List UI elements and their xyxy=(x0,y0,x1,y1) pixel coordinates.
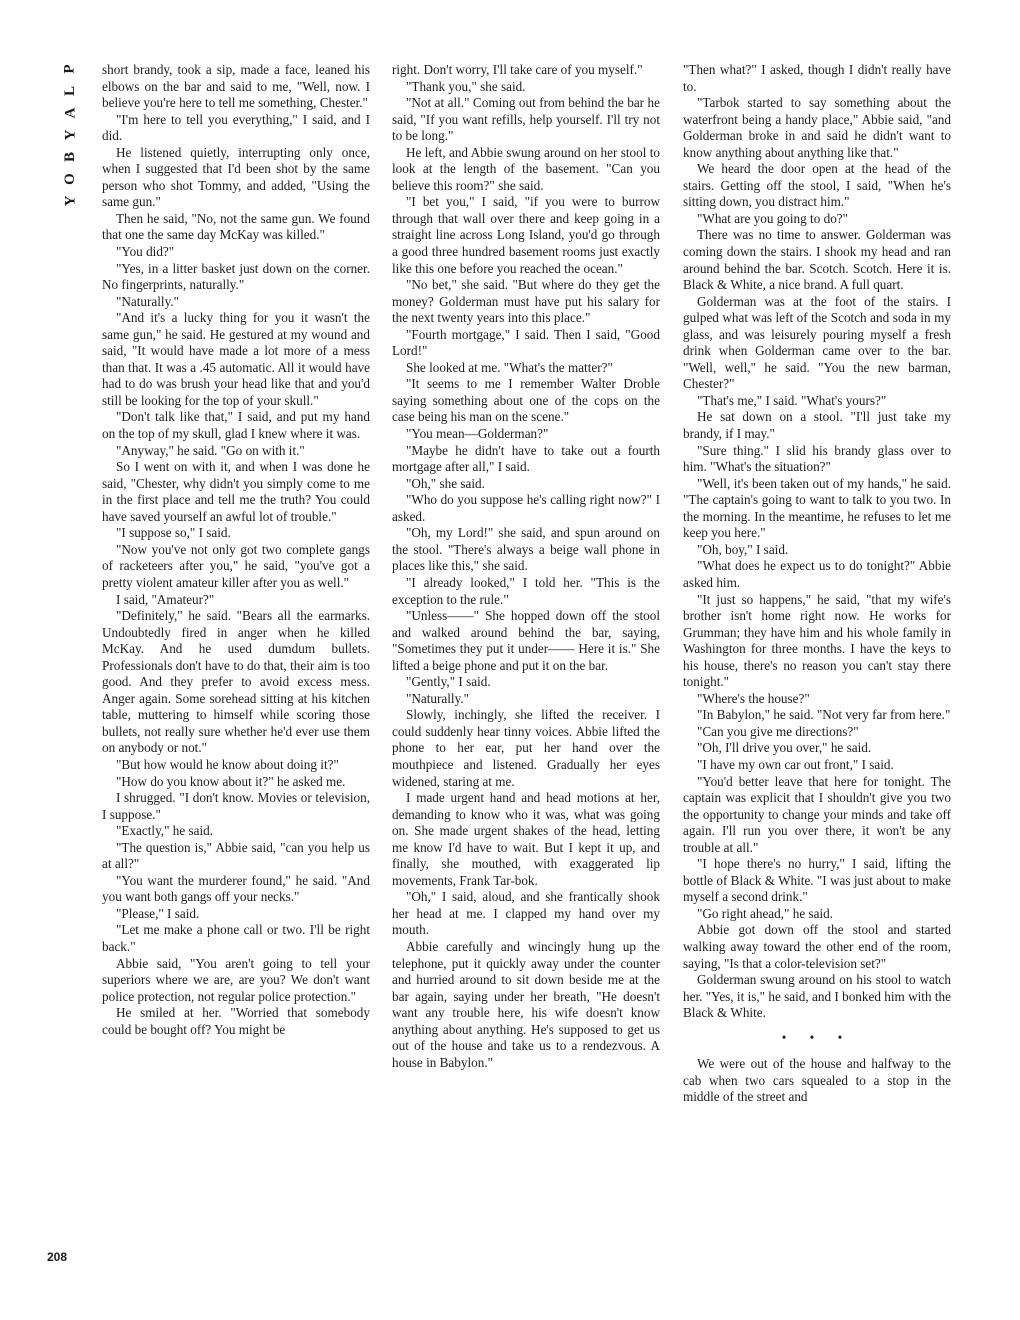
masthead-letter: L xyxy=(61,85,78,97)
paragraph: "It just so happens," he said, "that my wife's brother isn't home right now. He works for Grumman; they have him and his whole family in Washington for three months. I have the keys to his house, there's no reason you can't stay there tonight." xyxy=(683,591,951,690)
paragraph: "Not at all." Coming out from behind the bar he said, "If you want refills, help yourself. I'll try not to be long." xyxy=(392,95,660,144)
paragraph: "Anyway," he said. "Go on with it." xyxy=(116,442,305,458)
paragraph: "But how would he know about doing it?" xyxy=(116,756,339,772)
paragraph: "I suppose so," I said. xyxy=(116,525,231,541)
paragraph: "What are you going to do?" xyxy=(697,210,849,226)
paragraph: Abbie carefully and wincingly hung up the telephone, put it quickly away under the counter and hurried around to sit down beside me at the bar again, saying under her breath, "He doesn't want any trouble here, his wife doesn't know anything about anything. He's supposed to get us out of the house and take us to a rendezvous. A house in Babylon." xyxy=(392,938,660,1070)
paragraph: short brandy, took a sip, made a face, leaned his elbows on the bar and said to me, "Well, now. I believe you're here to tell me something, Chester." xyxy=(102,62,370,111)
paragraph: "You did?" xyxy=(116,244,175,260)
paragraph: "I'm here to tell you everything," I said, and I did. xyxy=(102,111,370,144)
masthead-letter: A xyxy=(62,107,78,119)
masthead-letter: B xyxy=(61,151,78,163)
paragraph: "Where's the house?" xyxy=(697,690,810,706)
paragraph: "Can you give me directions?" xyxy=(697,723,859,739)
paragraph: "Now you've not only got two complete gangs of racketeers after you," he said, "you've got a pretty violent amateur killer after you as well." xyxy=(102,541,370,590)
paragraph: "Oh," I said, aloud, and she frantically shook her head at me. I clapped my hand over my mouth. xyxy=(392,889,660,938)
paragraph: He left, and Abbie swung around on her stool to look at the length of the basement. "Can you believe this room?" she said. xyxy=(392,144,660,193)
paragraph: "Maybe he didn't have to take out a fourth mortgage after all," I said. xyxy=(392,442,660,475)
masthead-letter: Y xyxy=(62,129,78,141)
paragraph: "I bet you," I said, "if you were to burrow through that wall over there and keep going in a straight line across Long Island, you'd go through a good three hundred basement rooms just exactly like this one before you reached the ocean." xyxy=(392,194,660,276)
paragraph: "You'd better leave that here for tonight. The captain was explicit that I shouldn't give you two the opportunity to change your minds and take off again. I'll run you over there, it won't be any trouble at all." xyxy=(683,773,951,855)
paragraph: right. Don't worry, I'll take care of you myself." xyxy=(392,62,643,77)
paragraph: "Fourth mortgage," I said. Then I said, "Good Lord!" xyxy=(392,326,660,359)
paragraph: I said, "Amateur?" xyxy=(116,591,215,607)
text-column-1 xyxy=(102,62,370,1038)
masthead-letter: Y xyxy=(62,195,78,207)
paragraph: "Gently," I said. xyxy=(406,674,491,690)
paragraph: Then he said, "No, not the same gun. We found that one the same day McKay was killed." xyxy=(102,210,370,243)
paragraph: He smiled at her. "Worried that somebody could be bought off? You might be xyxy=(102,1005,370,1037)
paragraph: He listened quietly, interrupting only once, when I suggested that I'd been shot by the same person who shot Tommy, and added, "Using the same gun." xyxy=(102,144,370,210)
magazine-name-vertical xyxy=(58,58,82,212)
paragraph: "You mean—Golderman?" xyxy=(406,426,549,442)
text-column-2 xyxy=(392,62,660,1071)
paragraph: "Well, it's been taken out of my hands," he said. "The captain's going to want to talk to you two. In the morning. In the meantime, he refuses to let me keep you here." xyxy=(683,475,951,541)
paragraph: "Definitely," he said. "Bears all the earmarks. Undoubtedly fired in anger when he killed McKay. And he used dumdum bullets. Professionals don't have to do that, their aim is too good. And they prefer to avoid excess mess. Anger again. Some sorehead sitting at his kitchen table, muttering to himself while scoring those bullets, not really sure whether he'd ever use them on anybody or not." xyxy=(102,608,370,756)
paragraph: I shrugged. "I don't know. Movies or television, I suppose." xyxy=(102,790,370,822)
paragraph: "No bet," she said. "But where do they get the money? Golderman must have put his salary for the next twenty years into this place." xyxy=(392,277,660,326)
paragraph: "What does he expect us to do tonight?" Abbie asked him. xyxy=(683,558,951,590)
paragraph: Abbie said, "You aren't going to tell your superiors where we are, are you? We don't want police protection, not regular police protection." xyxy=(102,955,370,1004)
paragraph: He sat down on a stool. "I'll just take my brandy, if I may." xyxy=(683,409,951,442)
paragraph: "Don't talk like that," I said, and put my hand on the top of my skull, glad I knew where it was. xyxy=(102,409,370,442)
section-break: • • • xyxy=(781,1029,853,1045)
masthead-letter: O xyxy=(61,173,78,185)
paragraph: "I hope there's no hurry," I said, lifting the bottle of Black & White. "I was just about to make myself a second drink." xyxy=(683,856,951,905)
paragraph: "How do you know about it?" he asked me. xyxy=(116,773,346,789)
paragraph: "Yes, in a litter basket just down on the corner. No fingerprints, naturally." xyxy=(102,260,370,293)
text-column-3 xyxy=(683,62,951,1106)
paragraph: "Naturally." xyxy=(116,293,180,309)
paragraph: Abbie got down off the stool and started walking away toward the other end of the room, saying, "Is that a color-television set?" xyxy=(683,922,951,971)
paragraph: "I have my own car out front," I said. xyxy=(697,756,894,772)
paragraph: I made urgent hand and head motions at her, demanding to know who it was, what was going on. She made urgent shakes of the head, letting me know I'd have to wait. But I kept it up, and finally, she mouthed, with exaggerated lip movements, Frank Tar-bok. xyxy=(392,790,660,888)
paragraph: "Tarbok started to say something about the waterfront being a handy place," Abbie said, "and Golderman broke in and said he didn't want to know anything about anything like that." xyxy=(683,95,951,160)
paragraph: "Exactly," he said. xyxy=(116,823,214,839)
paragraph: "The question is," Abbie said, "can you help us at all?" xyxy=(102,839,370,872)
paragraph: "Go right ahead," he said. xyxy=(697,905,834,921)
paragraph: Golderman was at the foot of the stairs. I gulped what was left of the Scotch and soda in my glass, and was leisurely pouring myself a fresh drink when Golderman came over to the bar. "Well, well," he said. "You the new barman, Chester?" xyxy=(683,293,951,392)
paragraph: "Oh, boy," I said. xyxy=(697,541,789,557)
paragraph: Slowly, inchingly, she lifted the receiver. I could suddenly hear tinny voices. Abbie lifted the phone to her ear, put her hand over the mouthpiece and listened. Gradually her eyes widened, staring at me. xyxy=(392,707,660,789)
masthead-letter: P xyxy=(61,64,78,74)
paragraph: "Oh," she said. xyxy=(406,475,485,491)
paragraph: "In Babylon," he said. "Not very far from here." xyxy=(697,707,951,723)
paragraph: "Sure thing." I slid his brandy glass over to him. "What's the situation?" xyxy=(683,442,951,475)
paragraph: "That's me," I said. "What's yours?" xyxy=(697,392,887,408)
paragraph: Golderman swung around on his stool to watch her. "Yes, it is," he said, and I bonked him with the Black & White. xyxy=(683,972,951,1021)
paragraph: "It seems to me I remember Walter Droble saying something about one of the cops on the case being his man on the scene." xyxy=(392,376,660,425)
paragraph: She looked at me. "What's the matter?" xyxy=(406,359,613,375)
paragraph: "Please," I said. xyxy=(116,905,200,921)
paragraph: "And it's a lucky thing for you it wasn't the same gun," he said. He gestured at my wound and said, "It would have made a lot more of a mess than that. It was a .45 automatic. All it would have had to do was brush your head like that and you'd still be looking for the top of your skull." xyxy=(102,310,370,408)
paragraph: There was no time to answer. Golderman was coming down the stairs. I shook my head and ran around behind the bar. Scotch. Scotch. Here it is. Black & White, a nice brand. A full quart. xyxy=(683,227,951,293)
paragraph: "Naturally." xyxy=(406,690,470,706)
paragraph: "Oh, my Lord!" she said, and spun around on the stool. "There's always a beige wall phone in places like this," she said. xyxy=(392,525,660,574)
paragraph: "Then what?" I asked, though I didn't really have to. xyxy=(683,62,951,94)
paragraph: "Let me make a phone call or two. I'll be right back." xyxy=(102,922,370,954)
paragraph: We heard the door open at the head of the stairs. Getting off the stool, I said, "When he's sitting down, you distract him." xyxy=(683,161,951,210)
paragraph: "Unless——" She hopped down off the stool and walked around behind the bar, saying, "Sometimes they put it under—— Here it is." She lifted a beige phone and put it on the bar. xyxy=(392,608,660,673)
paragraph: So I went on with it, and when I was done he said, "Chester, why didn't you simply come to me in the first place and tell me the truth? You could have saved yourself an awful lot of trouble." xyxy=(102,459,370,524)
page-number: 208 xyxy=(47,1250,68,1264)
paragraph: "I already looked," I told her. "This is the exception to the rule." xyxy=(392,574,660,607)
paragraph: "You want the murderer found," he said. "And you want both gangs off your necks." xyxy=(102,872,370,905)
paragraph: "Thank you," she said. xyxy=(406,78,526,94)
paragraph: We were out of the house and halfway to the cab when two cars squealed to a stop in the middle of the street and xyxy=(683,1056,951,1105)
paragraph: "Who do you suppose he's calling right now?" I asked. xyxy=(392,492,660,524)
paragraph: "Oh, I'll drive you over," he said. xyxy=(697,740,872,756)
